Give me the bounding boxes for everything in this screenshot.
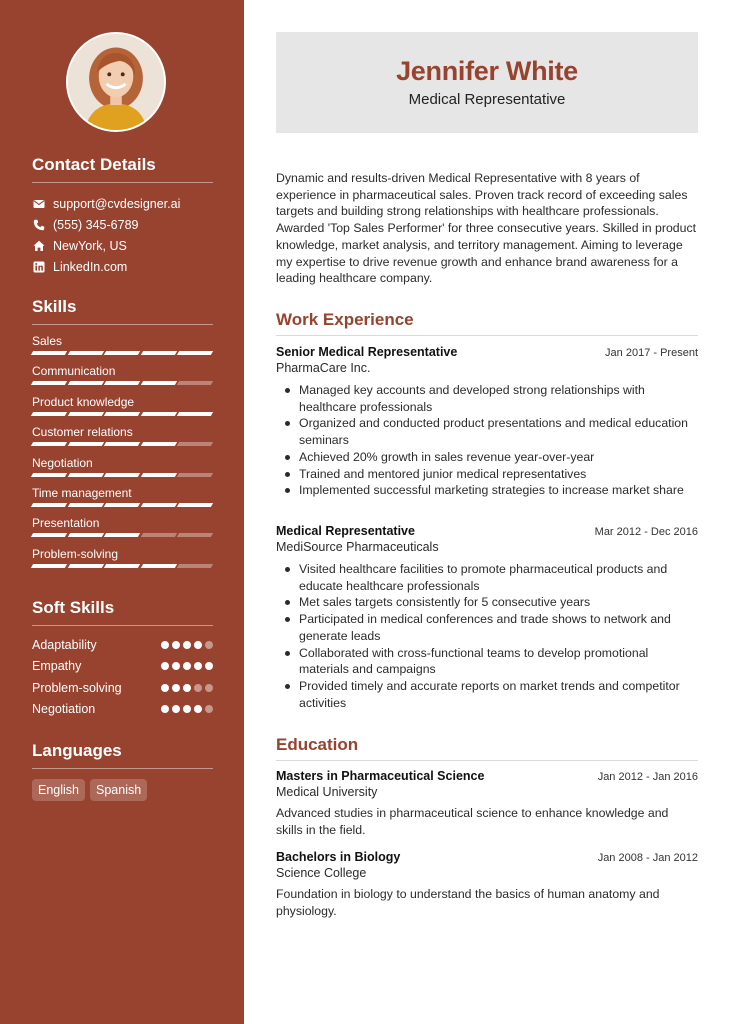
rating-dot	[183, 684, 191, 692]
education-heading: Education	[276, 735, 698, 761]
languages-list	[32, 779, 213, 801]
job-bullet: Organized and conducted product presentations and medical education seminars	[299, 415, 698, 448]
contact-phone[interactable]	[32, 214, 213, 235]
skills-list	[32, 334, 213, 567]
skill-level-segment	[67, 412, 103, 416]
skill-level-bar	[32, 503, 212, 507]
skill-level-segment	[104, 564, 140, 568]
job-entry	[276, 524, 698, 711]
skill-level-segment	[31, 533, 67, 537]
skill-level-segment	[67, 473, 103, 477]
candidate-name: Jennifer White	[396, 56, 578, 86]
job-date: Mar 2012 - Dec 2016	[594, 526, 698, 538]
skill-level-bar	[32, 442, 212, 446]
rating-dot	[194, 684, 202, 692]
home-icon	[32, 239, 46, 253]
contact-section	[32, 155, 213, 277]
soft-skill-item	[32, 656, 213, 678]
skill-item	[32, 425, 213, 445]
profile-photo	[68, 34, 164, 130]
skills-heading: Skills	[32, 297, 213, 325]
education-date: Jan 2008 - Jan 2012	[597, 852, 698, 864]
rating-dot	[161, 684, 169, 692]
skill-level-segment	[67, 564, 103, 568]
soft-skill-rating	[161, 641, 213, 649]
skill-item	[32, 547, 213, 567]
skill-level-segment	[177, 564, 213, 568]
job-bullets	[276, 561, 698, 711]
skill-level-bar	[32, 473, 212, 477]
skill-level-segment	[31, 412, 67, 416]
rating-dot	[205, 705, 213, 713]
skill-level-segment	[177, 503, 213, 507]
job-bullets	[276, 382, 698, 499]
skill-item	[32, 456, 213, 476]
skill-level-segment	[104, 351, 140, 355]
skill-level-segment	[31, 351, 67, 355]
contact-email[interactable]	[32, 193, 213, 214]
job-company: MediSource Pharmaceuticals	[276, 540, 439, 554]
job-company: PharmaCare Inc.	[276, 361, 371, 375]
contact-linkedin[interactable]	[32, 256, 213, 277]
sidebar	[0, 0, 244, 1024]
skill-level-segment	[177, 412, 213, 416]
soft-skill-name: Empathy	[32, 659, 82, 674]
skill-item	[32, 395, 213, 415]
job-title: Senior Medical Representative	[276, 345, 458, 359]
rating-dot	[205, 641, 213, 649]
contact-phone-text: (555) 345-6789	[53, 217, 139, 232]
education-entry	[276, 850, 698, 920]
job-title: Medical Representative	[276, 524, 415, 538]
skill-item	[32, 364, 213, 384]
skill-level-segment	[104, 503, 140, 507]
skill-level-segment	[141, 473, 177, 477]
skill-level-segment	[67, 503, 103, 507]
contact-location	[32, 235, 213, 256]
envelope-icon	[32, 197, 46, 211]
header	[276, 32, 698, 133]
skill-level-segment	[104, 533, 140, 537]
rating-dot	[183, 705, 191, 713]
job-bullet: Achieved 20% growth in sales revenue year-over-year	[299, 449, 698, 466]
rating-dot	[194, 641, 202, 649]
skill-name: Problem-solving	[32, 546, 119, 561]
skill-level-segment	[104, 412, 140, 416]
soft-skill-name: Adaptability	[32, 637, 97, 652]
skill-level-segment	[67, 381, 103, 385]
job-bullet: Trained and mentored junior medical representatives	[299, 466, 698, 483]
job-bullet: Collaborated with cross-functional teams to develop promotional materials and campaigns	[299, 645, 698, 678]
job-bullet: Participated in medical conferences and trade shows to network and generate leads	[299, 611, 698, 644]
education-description: Advanced studies in pharmaceutical science to enhance knowledge and skills in the field.	[276, 806, 669, 837]
soft-skill-rating	[161, 705, 213, 713]
skill-name: Presentation	[32, 516, 100, 531]
skill-level-segment	[31, 473, 67, 477]
school-name: Science College	[276, 866, 367, 880]
soft-skill-item	[32, 699, 213, 721]
skill-name: Sales	[32, 334, 63, 348]
skill-level-segment	[31, 381, 67, 385]
skill-level-segment	[67, 442, 103, 446]
skill-level-segment	[141, 412, 177, 416]
soft-skills-list	[32, 634, 213, 720]
skills-section	[32, 297, 213, 567]
skill-level-segment	[31, 442, 67, 446]
rating-dot	[194, 662, 202, 670]
soft-skill-rating	[161, 684, 213, 692]
degree-title: Masters in Pharmaceutical Science	[276, 769, 485, 783]
skill-level-segment	[177, 442, 213, 446]
rating-dot	[183, 662, 191, 670]
job-bullet: Implemented successful marketing strategies to increase market share	[299, 482, 698, 499]
skill-item	[32, 516, 213, 536]
skill-level-segment	[104, 381, 140, 385]
skill-name: Time management	[32, 485, 132, 500]
rating-dot	[172, 705, 180, 713]
school-name: Medical University	[276, 785, 378, 799]
rating-dot	[172, 662, 180, 670]
skill-level-segment	[141, 533, 177, 537]
work-experience-heading: Work Experience	[276, 310, 698, 336]
skill-level-segment	[141, 564, 177, 568]
avatar	[66, 32, 166, 132]
education-entry	[276, 769, 698, 839]
skill-level-segment	[141, 503, 177, 507]
job-bullet: Visited healthcare facilities to promote pharmaceutical products and educate healthcare professionals	[299, 561, 698, 594]
language-tag: Spanish	[90, 779, 147, 801]
skill-level-bar	[32, 564, 212, 568]
soft-skill-item	[32, 634, 213, 656]
skill-item	[32, 334, 213, 354]
profile-summary: Dynamic and results-driven Medical Representative with 8 years of experience in pharmaceutical sales. Proven track record of exceeding sales targets and building strong relationships with healthcare professionals. Awarded 'Top Sales Performer' for three consecutive years. Skilled in product knowledge, market analysis, and territory management. Aiming to leverage my expertise to drive revenue growth and enhance brand awareness for a leading healthcare company.	[276, 171, 697, 286]
job-bullet: Met sales targets consistently for 5 consecutive years	[299, 594, 698, 611]
skill-level-bar	[32, 351, 212, 355]
contact-email-text: support@cvdesigner.ai	[53, 196, 181, 211]
soft-skills-heading: Soft Skills	[32, 598, 213, 626]
contact-linkedin-text: LinkedIn.com	[53, 259, 128, 274]
candidate-title: Medical Representative	[408, 91, 566, 108]
rating-dot	[194, 705, 202, 713]
education-description: Foundation in biology to understand the basics of human anatomy and physiology.	[276, 887, 660, 918]
skill-level-bar	[32, 412, 212, 416]
linkedin-icon	[32, 260, 46, 274]
skill-level-segment	[141, 381, 177, 385]
job-bullet: Managed key accounts and developed strong relationships with healthcare professionals	[299, 382, 698, 415]
rating-dot	[205, 662, 213, 670]
soft-skill-name: Problem-solving	[32, 680, 122, 695]
skill-level-segment	[31, 564, 67, 568]
job-date: Jan 2017 - Present	[605, 347, 698, 359]
skill-level-bar	[32, 533, 212, 537]
languages-heading: Languages	[32, 741, 213, 769]
skill-name: Product knowledge	[32, 394, 135, 409]
skill-level-segment	[31, 503, 67, 507]
skill-level-segment	[177, 351, 213, 355]
rating-dot	[172, 641, 180, 649]
contact-heading: Contact Details	[32, 155, 213, 183]
degree-title: Bachelors in Biology	[276, 850, 401, 864]
job-bullet: Provided timely and accurate reports on market trends and competitor activities	[299, 678, 698, 711]
skill-name: Communication	[32, 364, 116, 379]
skill-name: Negotiation	[32, 455, 93, 470]
job-entry	[276, 345, 698, 499]
rating-dot	[172, 684, 180, 692]
skill-level-segment	[141, 351, 177, 355]
rating-dot	[205, 684, 213, 692]
skill-level-bar	[32, 381, 212, 385]
language-tag: English	[32, 779, 85, 801]
skill-level-segment	[177, 473, 213, 477]
skill-level-segment	[104, 442, 140, 446]
skill-level-segment	[141, 442, 177, 446]
skill-level-segment	[67, 533, 103, 537]
contact-location-text: NewYork, US	[53, 238, 127, 253]
education-date: Jan 2012 - Jan 2016	[597, 771, 698, 783]
rating-dot	[161, 705, 169, 713]
rating-dot	[161, 641, 169, 649]
skill-item	[32, 486, 213, 506]
soft-skill-item	[32, 677, 213, 699]
skill-level-segment	[177, 381, 213, 385]
rating-dot	[183, 641, 191, 649]
rating-dot	[161, 662, 169, 670]
skill-level-segment	[67, 351, 103, 355]
soft-skill-rating	[161, 662, 213, 670]
skill-level-segment	[104, 473, 140, 477]
soft-skill-name: Negotiation	[32, 702, 96, 717]
phone-icon	[32, 218, 46, 232]
skill-name: Customer relations	[32, 425, 133, 440]
languages-section	[32, 741, 213, 801]
soft-skills-section	[32, 598, 213, 720]
skill-level-segment	[177, 533, 213, 537]
